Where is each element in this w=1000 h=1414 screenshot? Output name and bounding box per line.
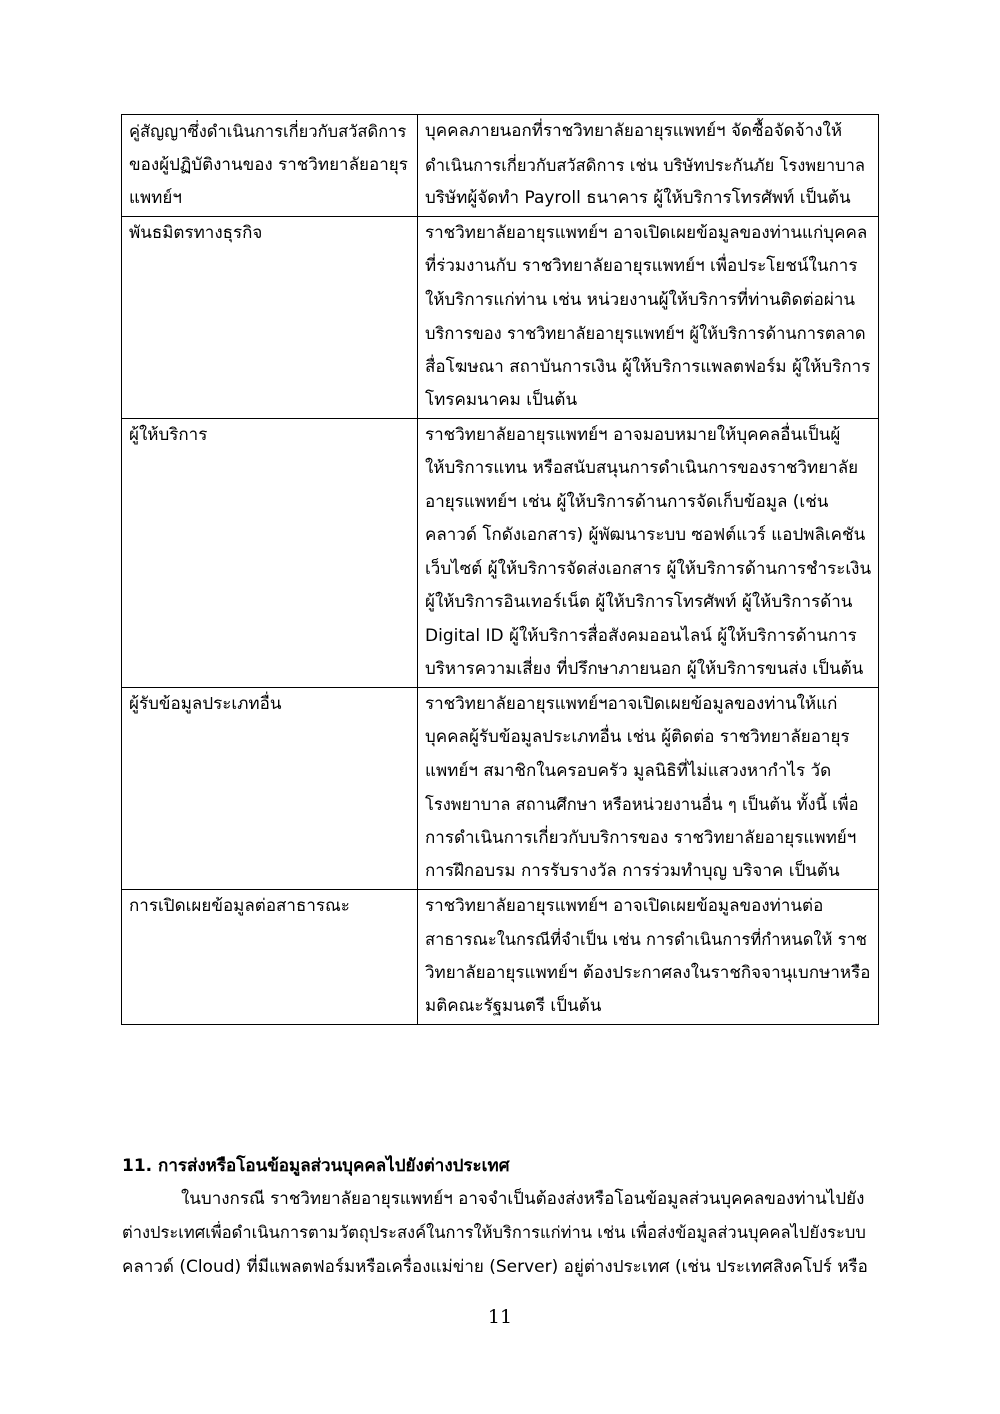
recipients-table	[121, 114, 879, 1025]
table-row	[122, 889, 879, 1024]
description-cell: ราชวิทยาลัยอายุรแพทย์ฯอาจเปิดเผยข้อมูลของท่านให้แก่ บุคคลผู้รับข้อมูลประเภทอื่น เช่น ผู้ติดต่อ ราชวิทยาลัยอายุร แพทย์ฯ สมาชิกในครอบครัว มูลนิธิที่ไม่แสวงหากำไร วัด โรงพยาบาล สถานศึกษา หรือหน่วยงานอื่น ๆ เป็นต้น ทั้งนี้ เพื่อ การดำเนินการเกี่ยวกับบริการของ ราชวิทยาลัยอายุรแพทย์ฯ การฝึกอบรม การรับรางวัล การร่วมทำบุญ บริจาค เป็นต้น	[418, 687, 879, 889]
recipient-cell: คู่สัญญาซึ่งดำเนินการเกี่ยวกับสวัสดิการ ของผู้ปฏิบัติงานของ ราชวิทยาลัยอายุร แพทย์ฯ	[122, 115, 418, 217]
table-row	[122, 216, 879, 418]
paragraph-line: ในบางกรณี ราชวิทยาลัยอายุรแพทย์ฯ อาจจำเป็นต้องส่งหรือโอนข้อมูลส่วนบุคคลของท่านไปยัง	[181, 1189, 865, 1209]
table-row	[122, 115, 879, 217]
section-11	[122, 1150, 882, 1284]
table-row	[122, 418, 879, 687]
paragraph-line: คลาวด์ (Cloud) ที่มีแพลตฟอร์มหรือเครื่องแม่ข่าย (Server) อยู่ต่างประเทศ (เช่น ประเทศสิงคโปร์ หรือ	[122, 1257, 868, 1277]
recipient-cell: การเปิดเผยข้อมูลต่อสาธารณะ	[122, 889, 418, 1024]
table-row	[122, 687, 879, 889]
section-heading: 11. การส่งหรือโอนข้อมูลส่วนบุคคลไปยังต่างประเทศ	[122, 1156, 510, 1176]
description-cell: ราชวิทยาลัยอายุรแพทย์ฯ อาจมอบหมายให้บุคคลอื่นเป็นผู้ ให้บริการแทน หรือสนับสนุนการดำเนินการของราชวิทยาลัย อายุรแพทย์ฯ เช่น ผู้ให้บริการด้านการจัดเก็บข้อมูล (เช่น คลาวด์ โกดังเอกสาร) ผู้พัฒนาระบบ ซอฟต์แวร์ แอปพลิเคชัน เว็บไซต์ ผู้ให้บริการจัดส่งเอกสาร ผู้ให้บริการด้านการชำระเงิน ผู้ให้บริการอินเทอร์เน็ต ผู้ให้บริการโทรศัพท์ ผู้ให้บริการด้าน Digital ID ผู้ให้บริการสื่อสังคมออนไลน์ ผู้ให้บริการด้านการ บริหารความเสี่ยง ที่ปรึกษาภายนอก ผู้ให้บริการขนส่ง เป็นต้น	[418, 418, 879, 687]
recipient-cell: ผู้ให้บริการ	[122, 418, 418, 687]
paragraph-line: ต่างประเทศเพื่อดำเนินการตามวัตถุประสงค์ในการให้บริการแก่ท่าน เช่น เพื่อส่งข้อมูลส่วนบุคคลไปยังระบบ	[122, 1223, 866, 1242]
page-number: 11	[487, 1306, 513, 1328]
description-cell: ราชวิทยาลัยอายุรแพทย์ฯ อาจเปิดเผยข้อมูลของท่านแก่บุคคล ที่ร่วมงานกับ ราชวิทยาลัยอายุรแพทย์ฯ เพื่อประโยชน์ในการ ให้บริการแก่ท่าน เช่น หน่วยงานผู้ให้บริการที่ท่านติดต่อผ่าน บริการของ ราชวิทยาลัยอายุรแพทย์ฯ ผู้ให้บริการด้านการตลาด สื่อโฆษณา สถาบันการเงิน ผู้ให้บริการแพลตฟอร์ม ผู้ให้บริการ โทรคมนาคม เป็นต้น	[418, 216, 879, 418]
description-cell: ราชวิทยาลัยอายุรแพทย์ฯ อาจเปิดเผยข้อมูลของท่านต่อ สาธารณะในกรณีที่จำเป็น เช่น การดำเนินการที่กำหนดให้ ราช วิทยาลัยอายุรแพทย์ฯ ต้องประกาศลงในราชกิจจานุเบกษาหรือ มติคณะรัฐมนตรี เป็นต้น	[418, 889, 879, 1024]
recipient-cell: ผู้รับข้อมูลประเภทอื่น	[122, 687, 418, 889]
description-cell: บุคคลภายนอกที่ราชวิทยาลัยอายุรแพทย์ฯ จัดซื้อจัดจ้างให้ ดำเนินการเกี่ยวกับสวัสดิการ เช่น บริษัทประกันภัย โรงพยาบาล บริษัทผู้จัดทำ Payroll ธนาคาร ผู้ให้บริการโทรศัพท์ เป็นต้น	[418, 115, 879, 217]
recipient-cell: พันธมิตรทางธุรกิจ	[122, 216, 418, 418]
